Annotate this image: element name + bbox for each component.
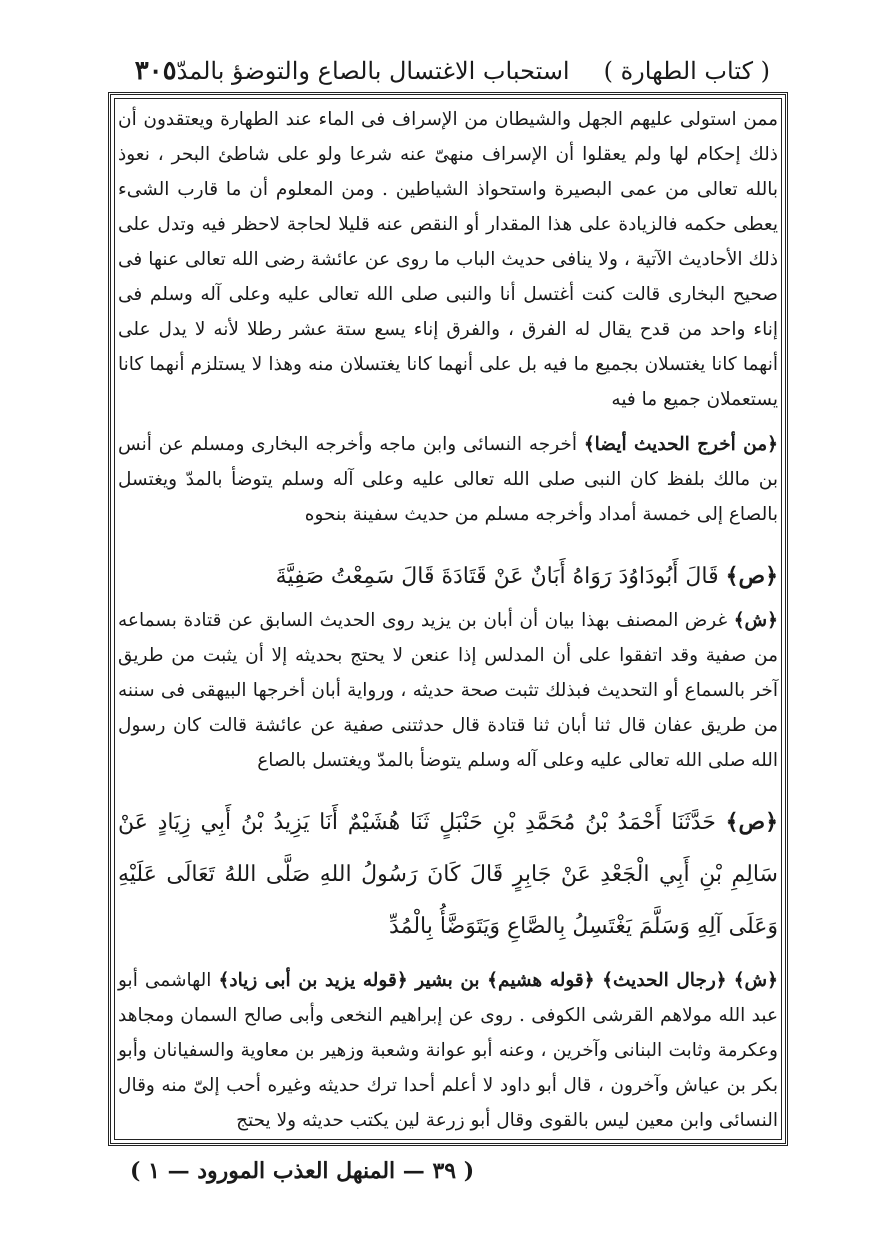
paragraph-text: ممن استولى عليهم الجهل والشيطان من الإسراف فى الماء عند الطهارة ويعتقدون أن ذلك إحكام لها ولم يعقلوا أن الإسراف منهىّ عنه شرعا ولو على شاطئ البحر ، نعوذ بالله تعالى من عمى البصيرة واستحواذ الشياطين . ومن المعلوم أن ما قارب الشىء يعطى حكمه فالزيادة على هذا المقدار أو النقص عنه قليلا لحاجة لاحظر فيه وتدل على ذلك الأحاديث الآتية ، ولا ينافى حديث الباب ما روى عن عائشة رضى الله تعالى عنها فى صحيح البخارى قالت كنت أغتسل أنا والنبى صلى الله تعالى عليه وعلى آله وسلم فى إناء واحد من قدح يقال له الفرق ، والفرق إناء يسع ستة عشر رطلا لأنه لا يدل على أنهما كانا يغتسلان بجميع ما فيه بل على أنهما كانا يغتسلان منه وهذا لا يستلزم أنهما كانا يستعملان جميع ما فيه [118,109,778,410]
page-footer: ( ٣٩ — المنهل العذب المورود — ١ ) [130,1158,475,1184]
chapter-title: استحباب الاغتسال بالصاع والتوضؤ بالمدّ [176,57,570,85]
hadith-text-1 [118,550,778,603]
paragraph-text: أخرجه النسائى وابن ماجه وأخرجه البخارى ومسلم عن أنس بن مالك بلفظ كان النبى صلى الله تعالى عليه وعلى آله وسلم يتوضأ بالمدّ ويغتسل بالصاع إلى خمسة أمداد وأخرجه مسلم من حديث سفينة بنحوه [118,434,778,525]
narrators-heading: ﴿رجال الحديث﴾ ﴿قوله هشيم﴾ بن بشير ﴿قوله يزيد بن أبى زياد﴾ [218,970,727,991]
page-body [118,102,778,1138]
section-marker: ﴿من أخرج الحديث أيضا﴾ [583,434,778,455]
sad-marker: ﴿ص﴾ [725,563,778,589]
page-number: ٣٠٥ [134,56,177,86]
commentary-paragraph-3 [118,603,778,778]
book-title: ( كتاب الطهارة ) [603,57,770,85]
sad-marker: ﴿ص﴾ [725,809,778,835]
page-header [110,50,778,92]
hadith-text: قَالَ أَبُودَاوُدَ رَوَاهُ أَبَانٌ عَنْ قَتَادَةَ قَالَ سَمِعْتُ صَفِيَّةَ [275,564,719,589]
commentary-paragraph-1 [118,102,778,417]
shin-marker: ﴿ش﴾ [733,610,778,631]
hadith-text-2 [118,796,778,953]
paragraph-text: الهاشمى أبو عبد الله مولاهم القرشى الكوفى . روى عن إبراهيم النخعى وأبى صالح السمان ومجاهد وعكرمة وثابت البنانى وآخرين ، وعنه أبو عوانة وشعبة وزهير بن معاوية والسفيانان وأبو بكر بن عياش وآخرون ، قال أبو داود لا أعلم أحدا ترك حديثه وغيره أحب إلىّ منه وقال النسائى وابن معين ليس بالقوى وقال أبو زرعة لين يكتب حديثه ولا يحتج [118,970,778,1131]
commentary-paragraph-2 [118,427,778,532]
hadith-text: حَدَّثَنَا أَحْمَدُ بْنُ مُحَمَّدِ بْنِ حَنْبَلٍ ثَنَا هُشَيْمٌ أَنَا يَزِيدُ بْنُ أَبِي زِيَادٍ عَنْ سَالِمِ بْنِ أَبِي الْجَعْدِ عَنْ جَابِرٍ قَالَ كَانَ رَسُولُ اللهِ صَلَّى اللهُ تَعَالَى عَلَيْهِ وَعَلَى آلِهِ وَسَلَّمَ يَغْتَسِلُ بِالصَّاعِ وَيَتَوَضَّأُ بِالْمُدِّ [118,810,778,939]
shin-marker: ﴿ش﴾ [733,970,778,991]
paragraph-text: غرض المصنف بهذا بيان أن أبان بن يزيد روى الحديث السابق عن قتادة بسماعه من صفية وقد اتفقوا على أن المدلس إذا عنعن لا يحتج بحديثه إلا أن يثبت من طريق آخر بالسماع أو التحديث فبذلك تثبت صحة حديثه ، ورواية أبان أخرجها البيهقى فى سننه من طريق عفان قال ثنا أبان ثنا قتادة قال حدثتنى صفية عن عائشة قالت كان رسول الله صلى الله تعالى عليه وعلى آله وسلم يتوضأ بالمدّ ويغتسل بالصاع [118,610,778,771]
commentary-paragraph-4 [118,963,778,1138]
